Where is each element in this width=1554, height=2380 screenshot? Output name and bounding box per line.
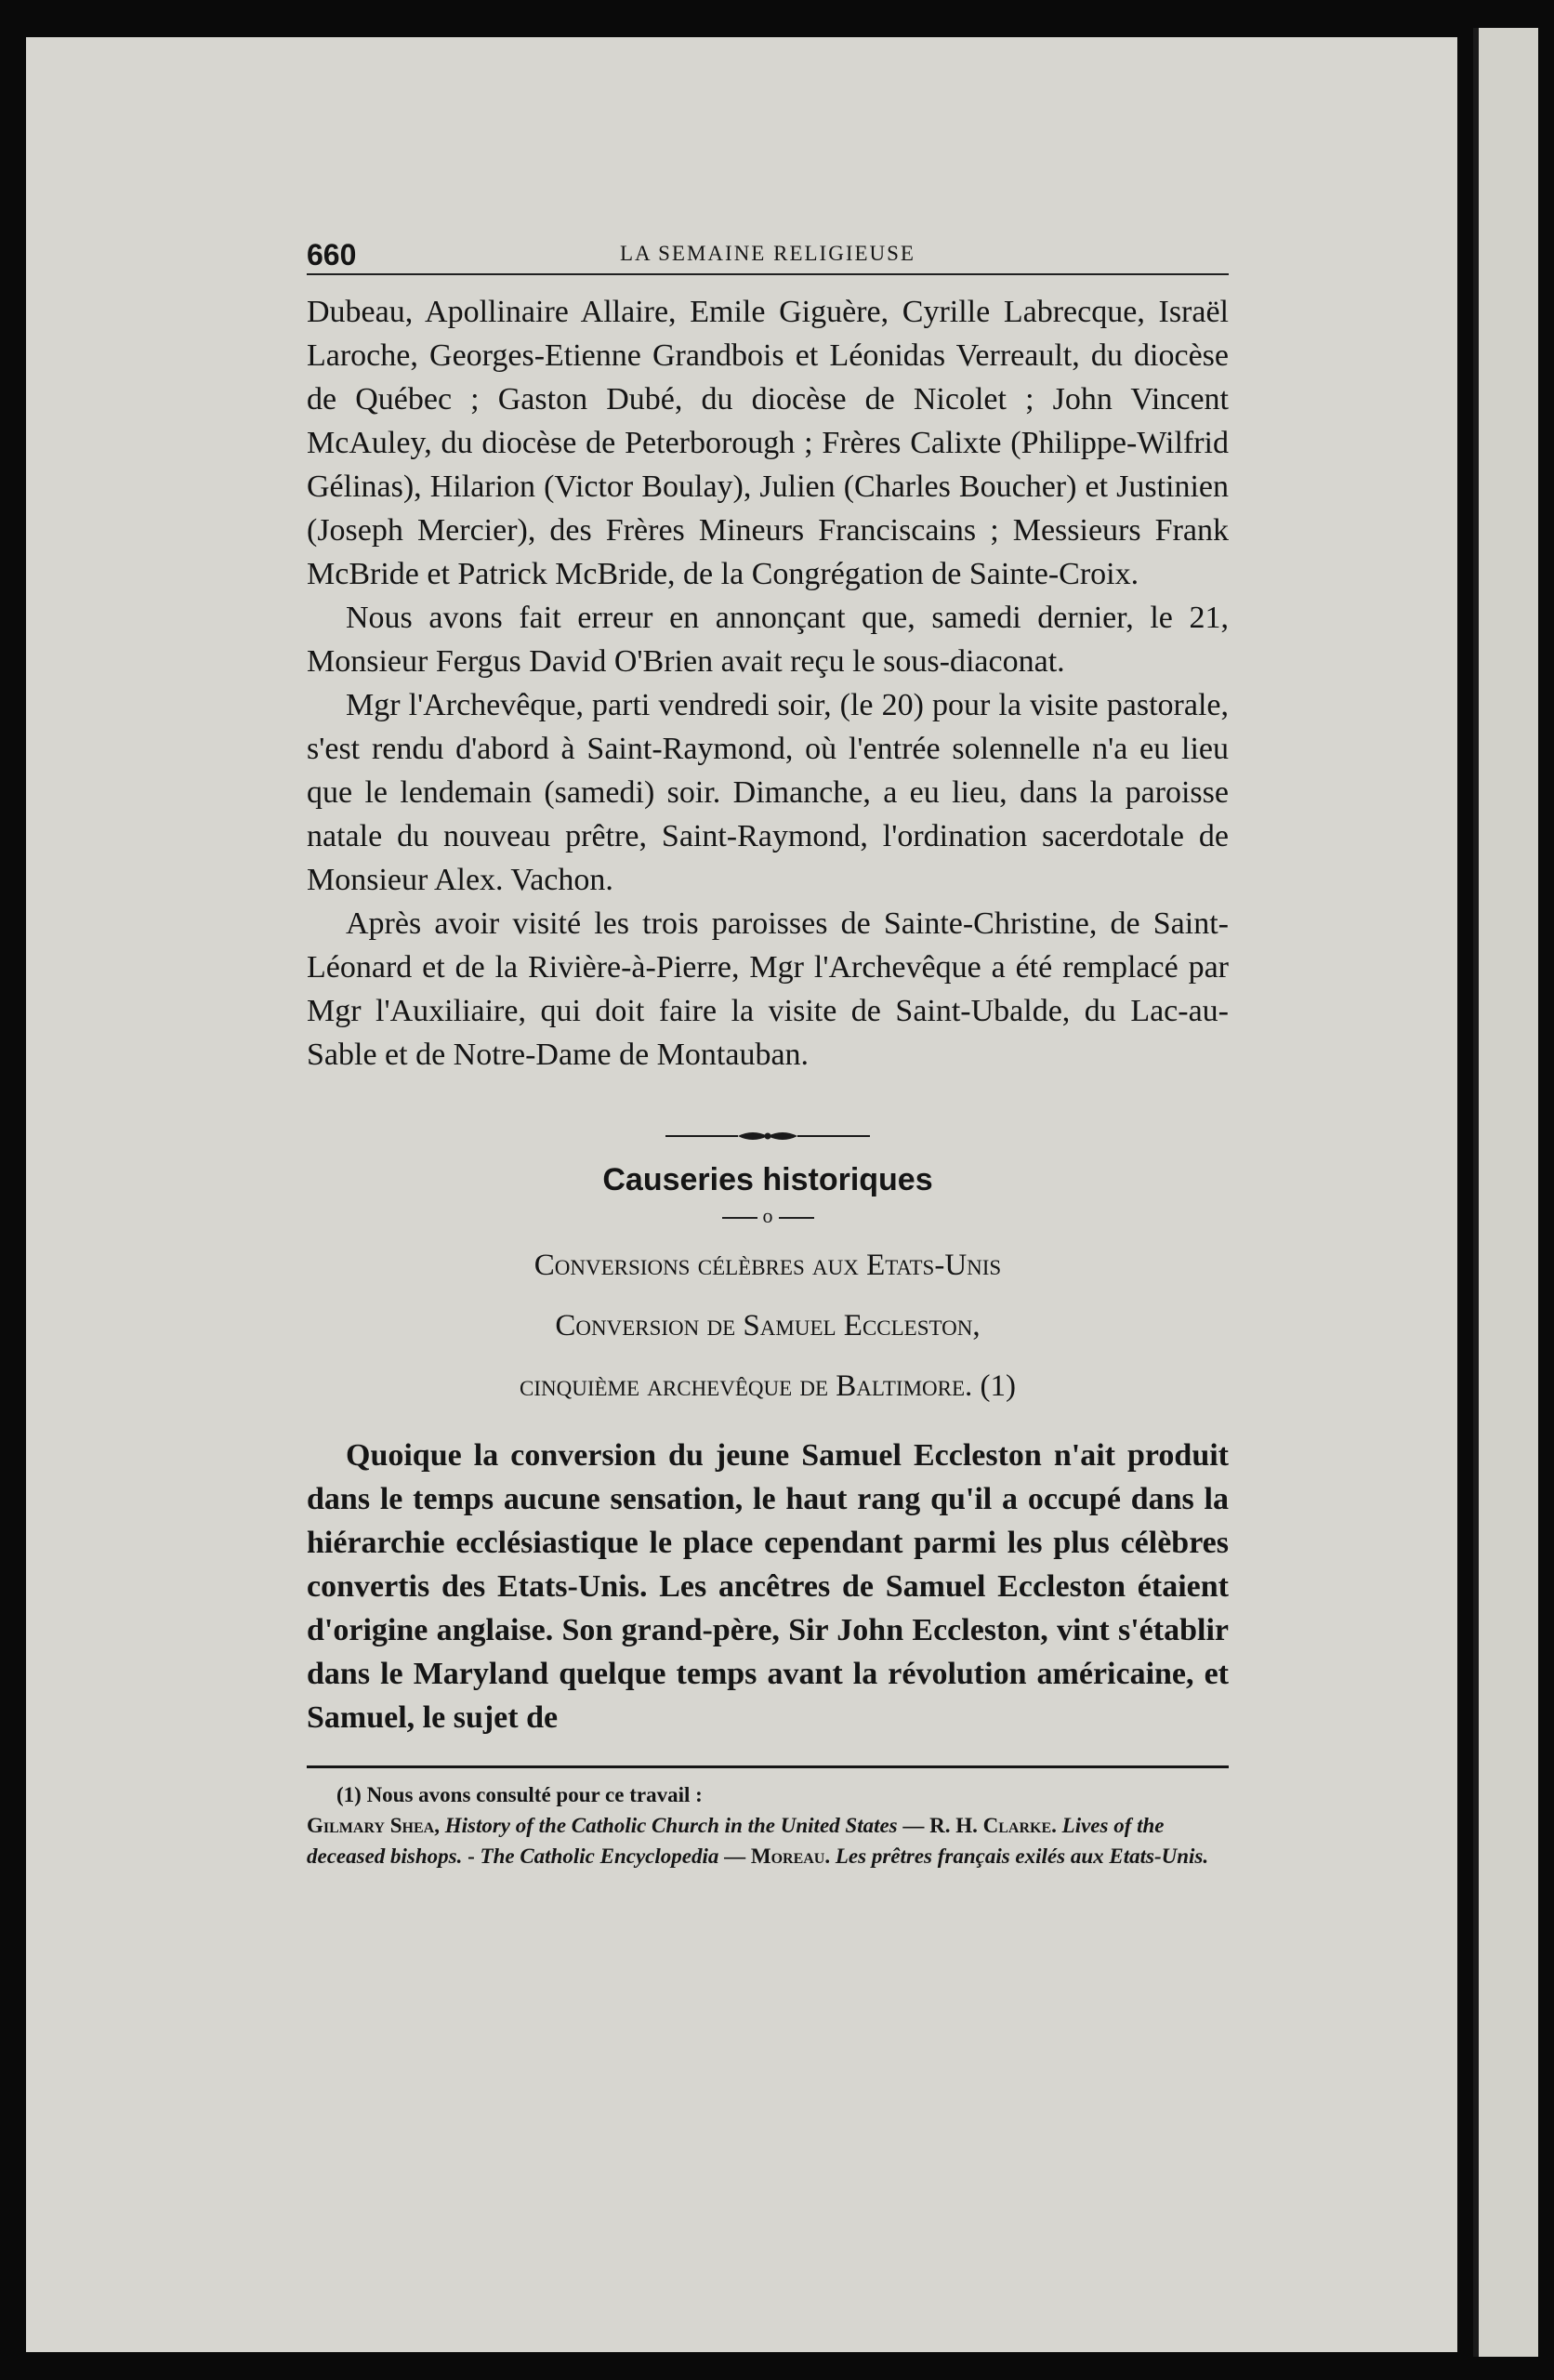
page-gutter-shadow — [1473, 28, 1479, 2357]
footnote-references — [307, 1810, 1229, 1871]
ornamental-divider — [665, 1127, 870, 1145]
running-title: LA SEMAINE RELIGIEUSE — [620, 242, 915, 265]
footnote-rule — [307, 1765, 1229, 1768]
article-causeries — [307, 1162, 1229, 1739]
ref-title: The Catholic Encyclopedia — [480, 1844, 719, 1868]
adjacent-page-edge — [1473, 28, 1538, 2357]
running-head — [307, 232, 1229, 275]
ref-author: Moreau. — [750, 1844, 831, 1868]
page-content — [307, 232, 1229, 1871]
news-paragraph: Dubeau, Apollinaire Allaire, Emile Giguère, Cyrille Labrecque, Israël Laroche, Georges-Etienne Grandbois et Léonidas Verreault, du diocèse de Québec ; Gaston Dubé, du diocèse de Nicolet ; John Vincent McAuley, du diocèse de Peterborough ; Frères Calixte (Philippe-Wilfrid Gélinas), Hilarion (Victor Boulay), Julien (Charles Boucher) et Justinien (Joseph Mercier), des Frères Mineurs Franciscains ; Messieurs Frank McBride et Patrick McBride, de la Congrégation de Sainte-Croix. — [307, 295, 1229, 591]
ref-title: Lives of the deceased bishops. — [307, 1814, 1165, 1868]
news-section — [307, 290, 1229, 1077]
page-number: 660 — [307, 238, 357, 271]
ref-separator: — — [897, 1814, 930, 1837]
ref-author: Gilmary Shea, — [307, 1814, 440, 1837]
divider-mark: o — [762, 1204, 773, 1227]
ref-separator: — — [718, 1844, 751, 1868]
footnote-intro: (1) Nous avons consulté pour ce travail : — [336, 1783, 703, 1806]
article-heading-line: Conversions célèbres aux Etats-Unis — [533, 1249, 1002, 1282]
article-paragraph: Quoique la conversion du jeune Samuel Eccleston n'ait produit dans le temps aucune sensation, le haut rang qu'il a occupé dans la hiérarchie ecclésiastique le place cependant parmi les plus célèbres convertis des Etats-Unis. Les ancêtres de Samuel Eccleston étaient d'origine anglaise. Son grand-père, Sir John Eccleston, vint s'établir dans le Maryland quelque temps avant la révolution américaine, et Samuel, le sujet de — [307, 1438, 1229, 1735]
news-paragraph: Nous avons fait erreur en annonçant que, samedi dernier, le 21, Monsieur Fergus David O'Brien avait reçu le sous-diaconat. — [307, 601, 1229, 679]
ref-title: Les prêtres français exilés aux Etats-Unis. — [835, 1844, 1209, 1868]
article-heading-line: cinquième archevêque de Baltimore. (1) — [519, 1369, 1017, 1403]
news-paragraph: Après avoir visité les trois paroisses de Sainte-Christine, de Saint-Léonard et de la Rivière-à-Pierre, Mgr l'Archevêque a été remplacé par Mgr l'Auxiliaire, qui doit faire la visite de Saint-Ubalde, du Lac-au-Sable et de Notre-Dame de Montauban. — [307, 906, 1229, 1072]
ref-separator: - — [462, 1844, 481, 1868]
section-title: Causeries historiques — [602, 1162, 933, 1197]
article-heading-line: Conversion de Samuel Eccleston, — [555, 1309, 981, 1342]
news-paragraph: Mgr l'Archevêque, parti vendredi soir, (le 20) pour la visite pastorale, s'est rendu d'abord à Saint-Raymond, où l'entrée solennelle n'a eu lieu que le lendemain (samedi) soir. Dimanche, a eu lieu, dans la paroisse natale du nouveau prêtre, Saint-Raymond, l'ordination sacerdotale de Monsieur Alex. Vachon. — [307, 688, 1229, 897]
ref-author: R. H. Clarke. — [929, 1814, 1057, 1837]
divider-dash — [722, 1217, 757, 1219]
divider-dash — [779, 1217, 814, 1219]
ref-title: History of the Catholic Church in the United States — [444, 1814, 898, 1837]
small-divider — [307, 1204, 1229, 1228]
footnote — [307, 1779, 1229, 1871]
